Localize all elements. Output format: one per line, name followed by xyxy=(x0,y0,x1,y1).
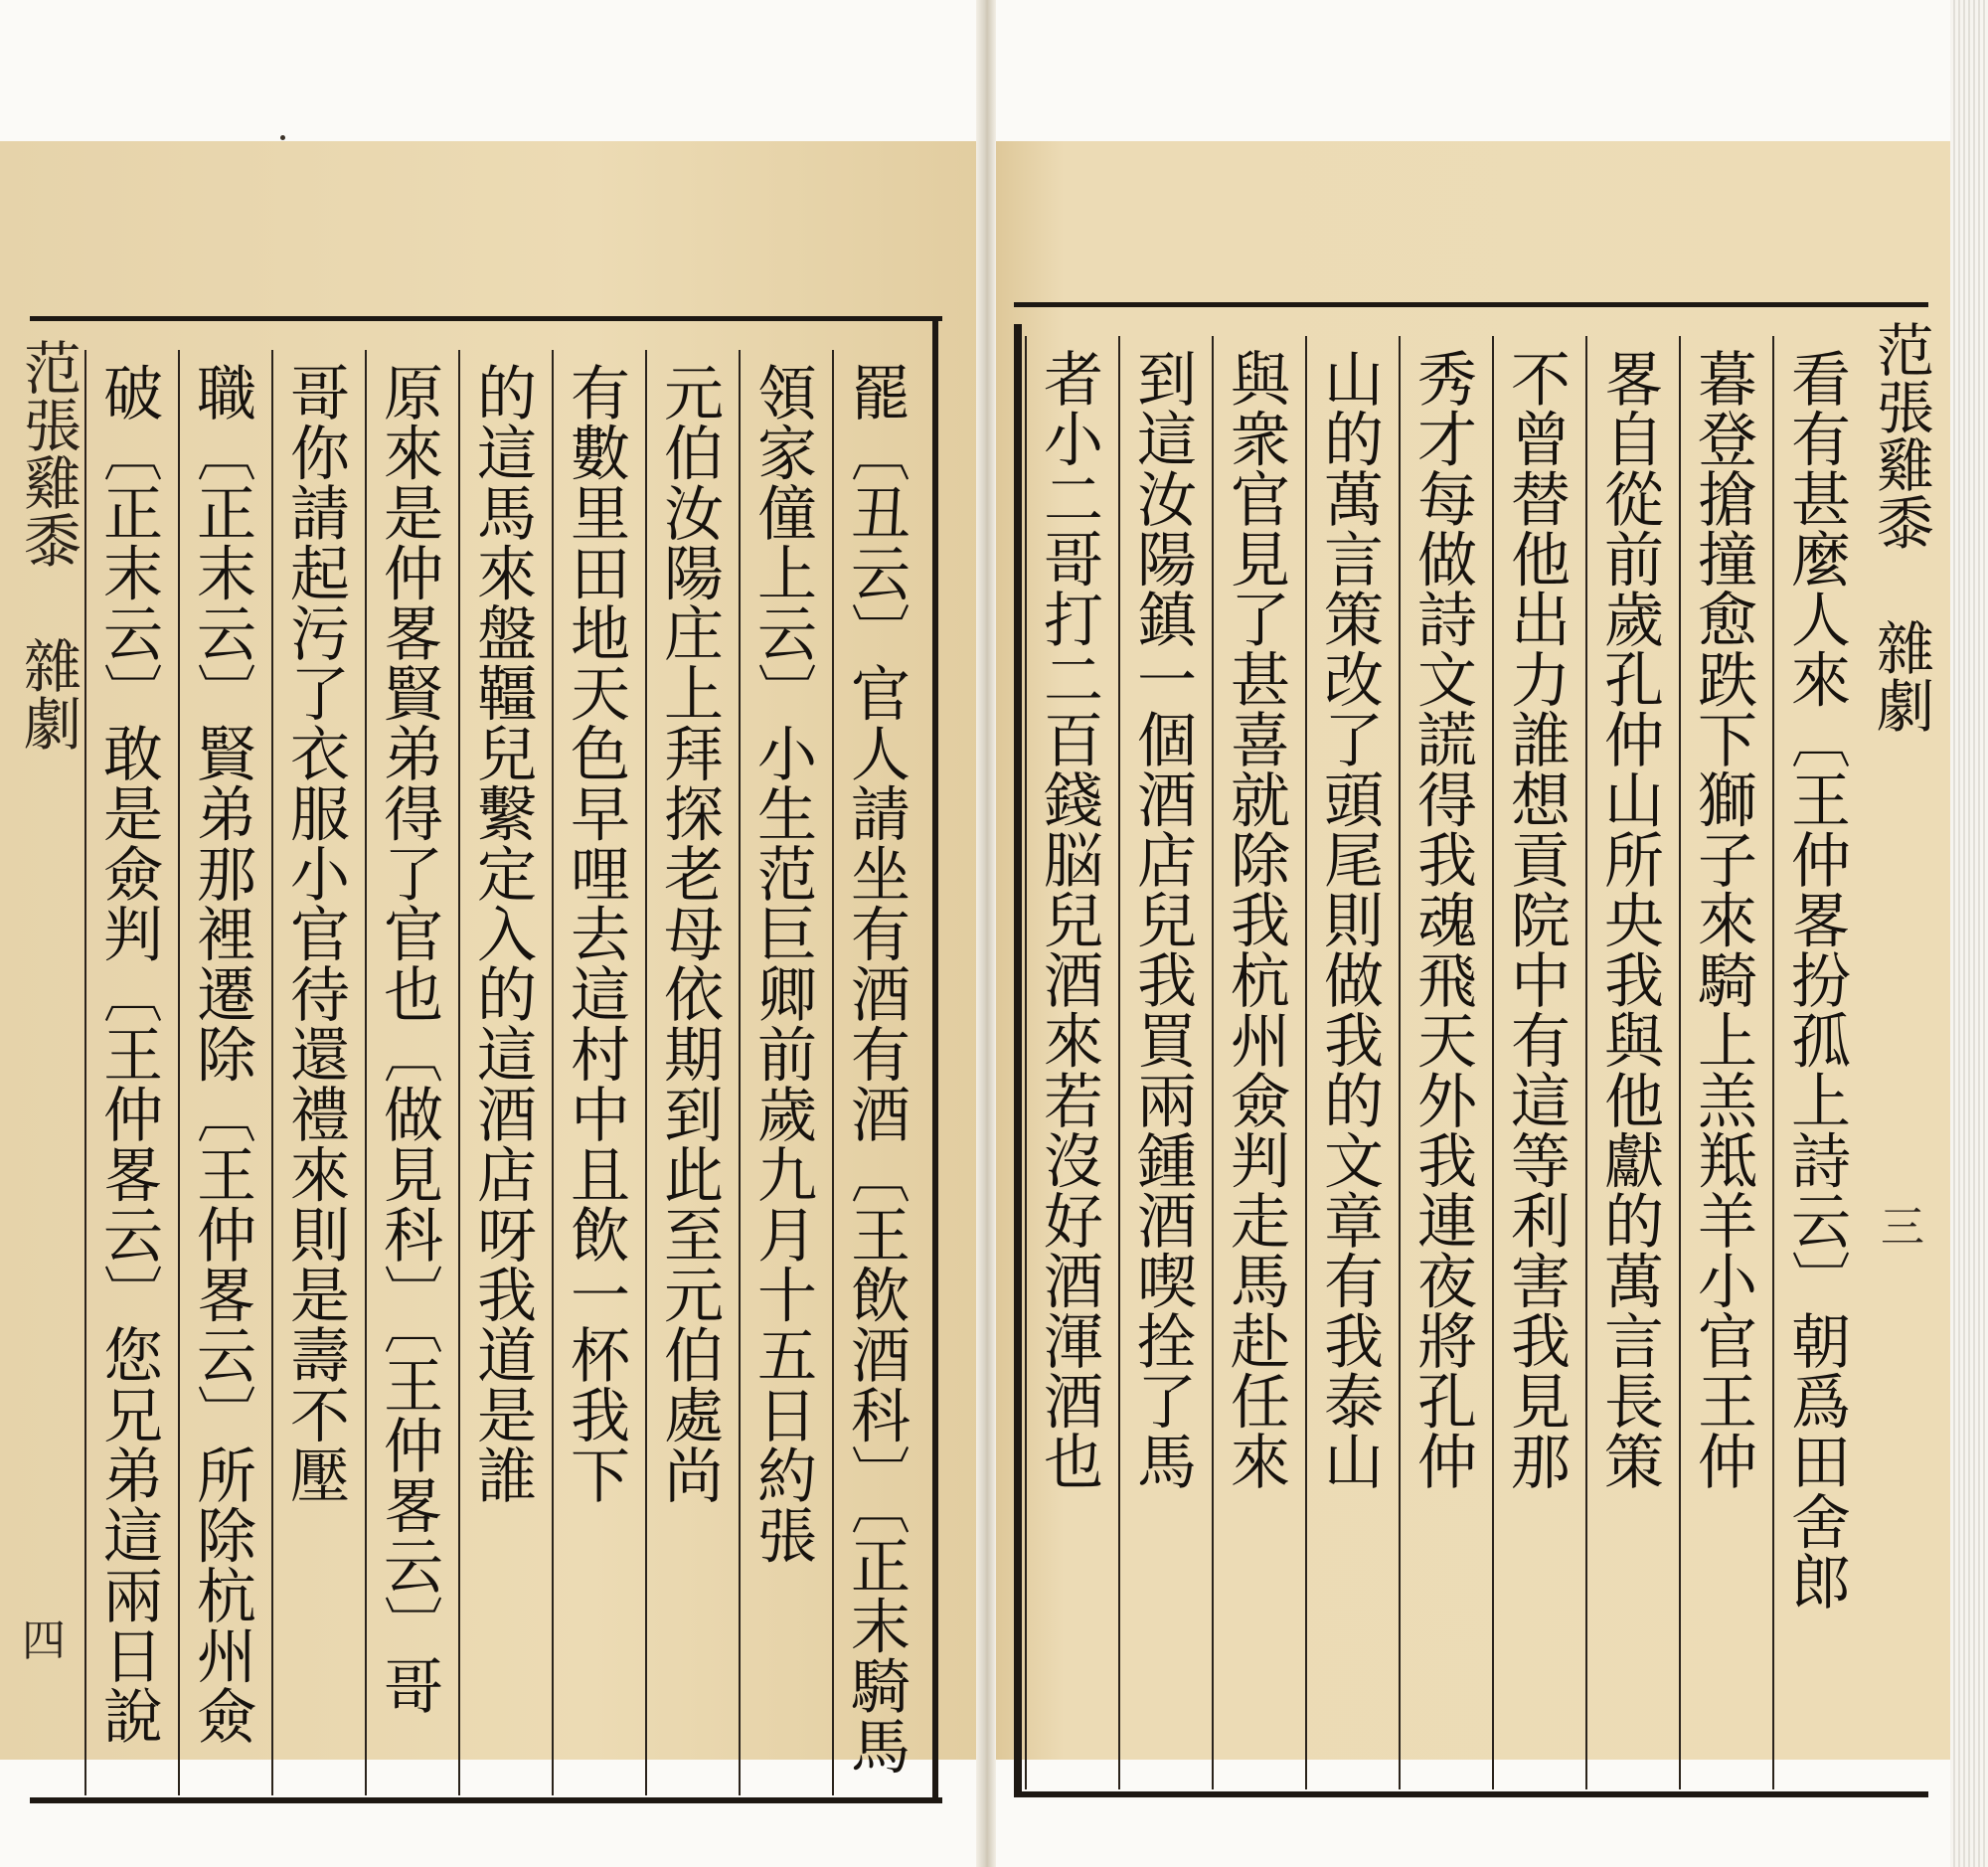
text-column xyxy=(1119,348,1205,1780)
text-column-content: 暮登搶撞愈跌下獅子來騎上羔羝羊小官王仲 xyxy=(1688,348,1757,1491)
text-column-content: 山的萬言策改了頭尾則做我的文章有我泰山 xyxy=(1314,348,1384,1491)
column-rule xyxy=(1399,336,1401,1789)
text-column-content: 有數里田地天色早哩去這村中且飲一杯我下 xyxy=(561,362,630,1505)
column-rule xyxy=(271,350,273,1795)
column-rule xyxy=(1212,336,1214,1789)
text-column xyxy=(85,362,171,1785)
text-column xyxy=(272,362,358,1785)
text-column-content: 與衆官見了甚喜就除我杭州僉判走馬赴任來 xyxy=(1221,348,1290,1491)
text-column xyxy=(553,362,638,1785)
right-page-top-rule xyxy=(1014,302,1928,307)
text-column-content: 職〔正末云〕賢弟那裡遷除〔王仲畧云〕所除杭州僉 xyxy=(187,362,256,1746)
text-column xyxy=(1026,348,1111,1780)
text-column-content: 到這汝陽鎮一個酒店兒我買兩鍾酒喫拴了馬 xyxy=(1127,348,1197,1491)
right-page-bottom-rule xyxy=(1014,1791,1928,1797)
column-rule xyxy=(1772,336,1774,1789)
text-column-content: 原來是仲畧賢弟得了官也〔做見科〕〔王仲畧云〕哥 xyxy=(374,362,443,1716)
text-column xyxy=(1306,348,1392,1780)
left-page-bottom-rule xyxy=(30,1797,942,1803)
left-page-margin-title: 范張雞黍 雜劇 xyxy=(14,338,82,752)
column-rule xyxy=(552,350,554,1795)
text-column xyxy=(833,362,918,1785)
text-column-content: 哥你請起污了衣服小官待還禮來則是壽不壓 xyxy=(280,362,350,1505)
book-gutter xyxy=(976,0,996,1867)
right-page-margin-title: 范張雞黍 雜劇 xyxy=(1867,320,1934,734)
text-column-content: 不曾替他出力誰想貢院中有這等利害我見那 xyxy=(1501,348,1571,1491)
left-page-right-border xyxy=(932,316,938,1803)
column-rule xyxy=(739,350,741,1795)
text-column-content: 畧自從前歲孔仲山所央我與他獻的萬言長策 xyxy=(1594,348,1664,1491)
column-rule xyxy=(1679,336,1681,1789)
column-rule xyxy=(1025,336,1027,1789)
column-rule xyxy=(1492,336,1494,1789)
text-column-content: 元伯汝陽庄上拜探老母依期到此至元伯處尚 xyxy=(654,362,724,1505)
right-page xyxy=(986,141,1958,1760)
text-column xyxy=(1493,348,1578,1780)
right-page-left-border xyxy=(1014,324,1022,1797)
column-rule xyxy=(178,350,180,1795)
column-rule xyxy=(365,350,367,1795)
left-page xyxy=(0,141,984,1776)
text-column xyxy=(1400,348,1485,1780)
text-column xyxy=(459,362,545,1785)
text-column-content: 罷〔丑云〕官人請坐有酒有酒〔王飲酒科〕〔正末騎馬 xyxy=(841,362,911,1776)
right-page-folio: 三 xyxy=(1881,1202,1924,1253)
text-column-content: 破〔正末云〕敢是僉判〔王仲畧云〕您兄弟這兩日說 xyxy=(93,362,163,1746)
text-column-content: 者小二哥打二百錢脳兒酒來若沒好酒渾酒也 xyxy=(1034,348,1103,1491)
text-column xyxy=(179,362,264,1785)
text-column xyxy=(1213,348,1298,1780)
text-column-content: 看有甚麼人來〔王仲畧扮孤上詩云〕朝爲田舍郎 xyxy=(1781,348,1851,1612)
text-column xyxy=(646,362,732,1785)
column-rule xyxy=(458,350,460,1795)
column-rule xyxy=(645,350,647,1795)
column-rule xyxy=(1118,336,1120,1789)
text-column xyxy=(366,362,451,1785)
text-column xyxy=(1773,348,1859,1780)
text-column-content: 秀才每做詩文謊得我魂飛天外我連夜將孔仲 xyxy=(1408,348,1477,1491)
text-column xyxy=(740,362,825,1785)
left-page-top-rule xyxy=(30,316,942,321)
speck xyxy=(280,135,285,140)
column-rule xyxy=(1585,336,1587,1789)
column-rule xyxy=(832,350,834,1795)
text-column-content: 的這馬來盤韁兒繫定入的這酒店呀我道是誰 xyxy=(467,362,537,1505)
left-page-folio: 四 xyxy=(22,1615,66,1666)
text-column-content: 領家僮上云〕小生范巨卿前歲九月十五日約張 xyxy=(747,362,817,1565)
column-rule xyxy=(84,350,86,1795)
column-rule xyxy=(1305,336,1307,1789)
text-column xyxy=(1586,348,1672,1780)
book-fore-edge xyxy=(1950,0,1988,1867)
text-column xyxy=(1680,348,1765,1780)
